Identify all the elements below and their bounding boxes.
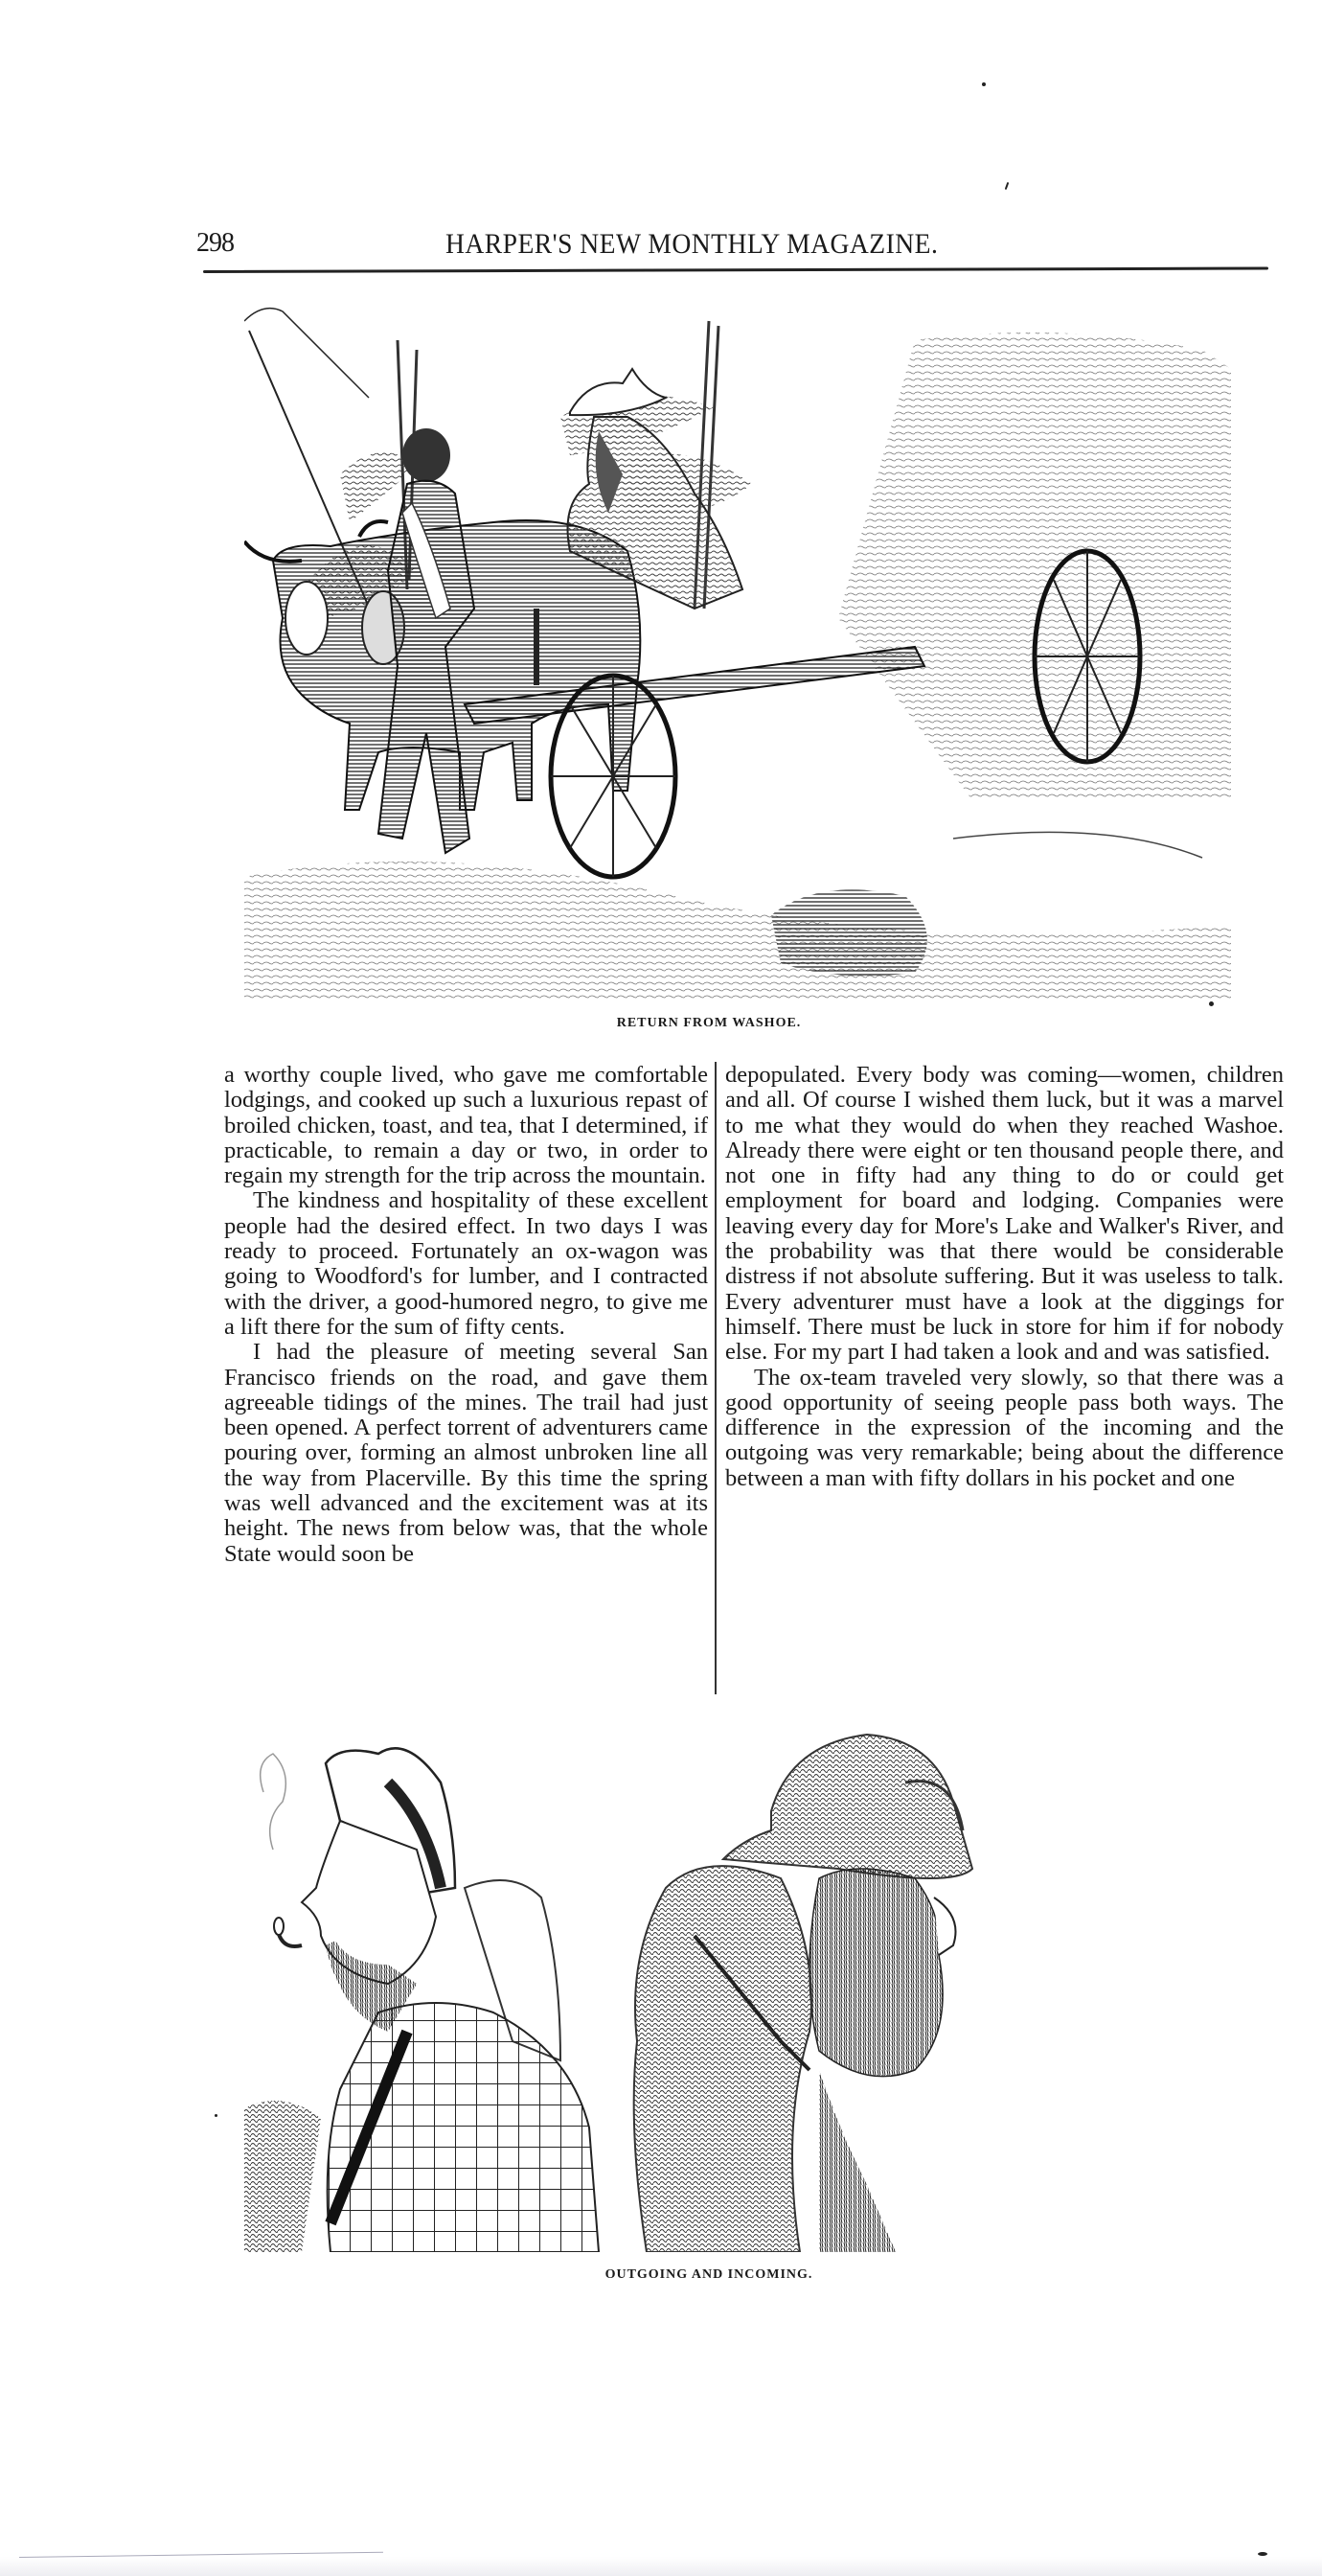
column-divider (715, 1062, 717, 1694)
paragraph: The kindness and hospitality of these excellent people had the desired effect. In two days I was ready to proceed. Fortunately an ox-wagon was going to Woodford's for lumber, and I contracted with the driver, a good-humored negro, to give me a lift there for the sum of fifty cents. (224, 1187, 708, 1340)
paragraph: I had the pleasure of meeting several San Francisco friends on the road, and gave them agreeable tidings of the mines. The trail had just been opened. A perfect torrent of adventurers came pouring over, forming an almost unbroken line all the way from Placerville. By this time the spring was well advanced and the excitement was at its height. The news from below was, that the whole State would soon be (224, 1339, 708, 1567)
header-rule (203, 267, 1268, 273)
page-number: 298 (196, 228, 234, 258)
illustration-return-from-washoe (244, 302, 1250, 1001)
running-head (196, 228, 1269, 266)
paragraph: a worthy couple lived, who gave me comfortable lodgings, and cooked up such a luxurious repast of broiled chicken, toast, and tea, that I determined, if practicable, to remain a day or two, in order to regain my strength for the trip across the mountain. (224, 1062, 708, 1189)
engraving-ox-cart (244, 302, 1250, 1001)
text-column-left (224, 1063, 708, 1567)
print-speck (982, 82, 986, 86)
page-bottom-edge (0, 2557, 1322, 2576)
engraving-two-miners (244, 1725, 1269, 2252)
figure-caption: OUTGOING AND INCOMING. (604, 2267, 813, 2282)
figure-caption: RETURN FROM WASHOE. (616, 1016, 802, 1030)
illustration-outgoing-and-incoming (244, 1725, 1269, 2252)
paragraph: depopulated. Every body was coming—women, children and all. Of course I wished them luck, but it was a marvel to me what they would do when they reached Washoe. Already there were eight or ten thousand people there, and not one in fifty had any thing to do or could get employment for board and lodging. Companies were leaving every day for More's Lake and Walker's River, and the probability was that there would be considerable distress if not absolute suffering. But it was useless to talk. Every adventurer must have a look at the diggings for himself. There must be luck in store for him if for nobody else. For my part I had taken a look and and was satisfied. (725, 1062, 1284, 1366)
magazine-title: HARPER'S NEW MONTHLY MAGAZINE. (445, 228, 939, 260)
paragraph: The ox-team traveled very slowly, so that there was a good opportunity of seeing people pass both ways. The difference in the expression of the incoming and the outgoing was very remarkable; being about the difference between a man with fifty dollars in his pocket and one (725, 1364, 1284, 1491)
print-speck (1005, 182, 1010, 190)
print-speck (1258, 2552, 1267, 2556)
print-speck (1209, 1001, 1214, 1006)
text-column-right (725, 1063, 1284, 1491)
print-speck (215, 2114, 217, 2117)
